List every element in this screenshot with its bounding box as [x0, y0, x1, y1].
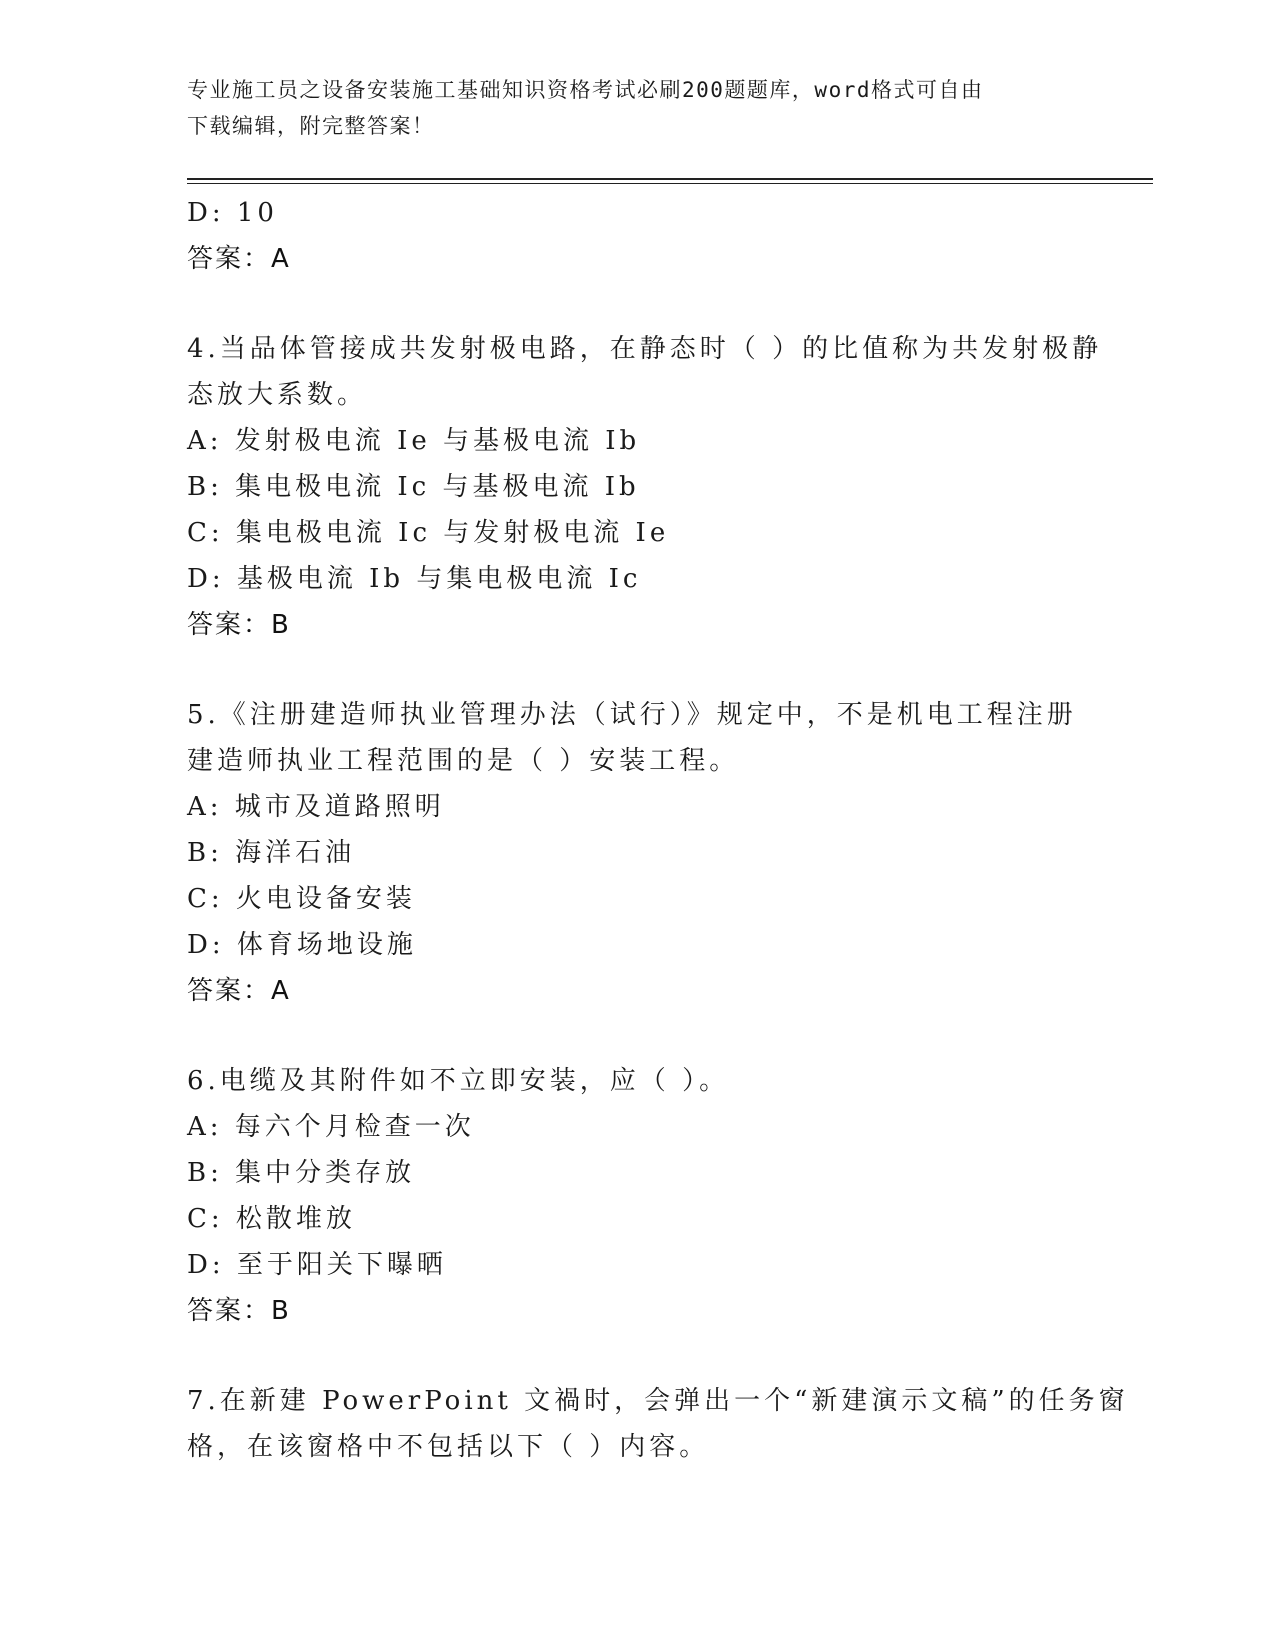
question-stem-continued: 态放大系数。: [187, 380, 368, 410]
header-line-1: 专业施工员之设备安装施工基础知识资格考试必刷200题题库，word格式可自由: [187, 78, 984, 102]
answer: 答案：B: [187, 1296, 291, 1326]
option-a: A: 发射极电流 Ie 与基极电流 Ib: [187, 426, 641, 456]
question-stem: 6.电缆及其附件如不立即安装，应（ ）。: [187, 1066, 730, 1096]
question-stem: 4.当品体管接成共发射极电路，在静态时（ ）的比值称为共发射极静: [187, 334, 1103, 364]
question-stem-continued: 建造师执业工程范围的是（ ）安装工程。: [187, 746, 740, 776]
question-stem: 5.《注册建造师执业管理办法（试行）》规定中，不是机电工程注册: [187, 700, 1077, 730]
option-c: C: 火电设备安装: [187, 884, 416, 914]
answer: 答案：A: [187, 244, 291, 274]
question-stem-continued: 格，在该窗格中不包括以下（ ）内容。: [187, 1432, 710, 1462]
option-b: B: 海洋石油: [187, 838, 356, 868]
option-b: B: 集电极电流 Ic 与基极电流 Ib: [187, 472, 640, 502]
option-d: D: 10: [187, 198, 278, 228]
option-d: D: 基极电流 Ib 与集电极电流 Ic: [187, 564, 642, 594]
option-b: B: 集中分类存放: [187, 1158, 416, 1188]
header-line-2: 下载编辑，附完整答案！: [187, 114, 435, 138]
answer: 答案：A: [187, 976, 291, 1006]
option-c: C: 集电极电流 Ic 与发射极电流 Ie: [187, 518, 670, 548]
option-a: A: 城市及道路照明: [187, 792, 445, 822]
question-5: [187, 692, 1087, 1014]
answer: 答案：B: [187, 610, 291, 640]
question-list: [187, 190, 1129, 1470]
question-3-tail: [187, 190, 1087, 282]
option-c: C: 松散堆放: [187, 1204, 356, 1234]
option-a: A: 每六个月检查一次: [187, 1112, 475, 1142]
question-6: [187, 1058, 1087, 1334]
question-4: [187, 326, 1103, 648]
question-stem: 7.在新建 PowerPoint 文禍时，会弹出一个“新建演示文稿”的任务窗: [187, 1386, 1129, 1416]
header-divider-thick: [187, 178, 1153, 180]
option-d: D: 至于阳关下曝晒: [187, 1250, 447, 1280]
question-7: [187, 1378, 1129, 1470]
document-header: [187, 72, 1067, 144]
header-divider-thin: [187, 183, 1153, 184]
option-d: D: 体育场地设施: [187, 930, 417, 960]
